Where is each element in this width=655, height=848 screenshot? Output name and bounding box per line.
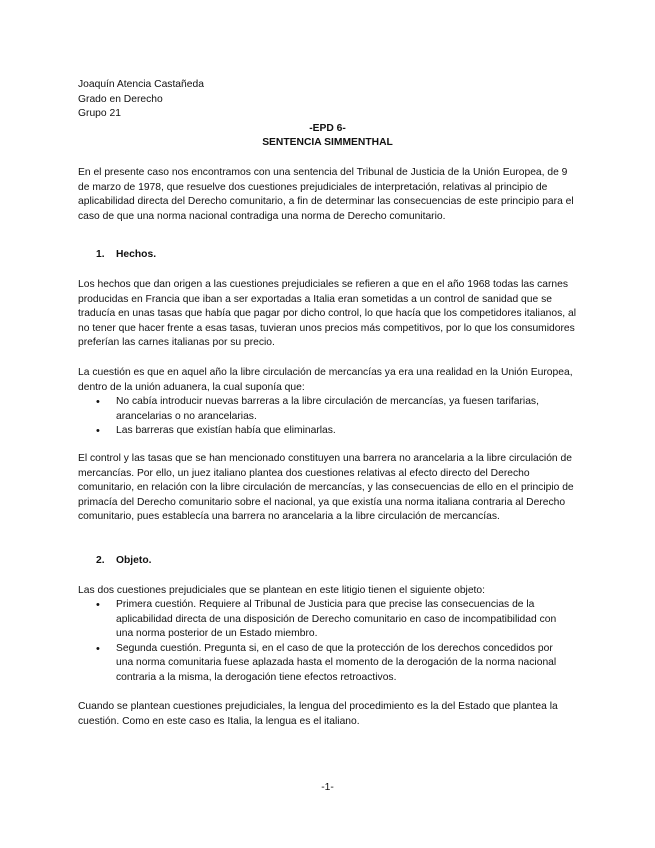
group-name: Grupo 21 — [78, 108, 121, 119]
hechos-paragraph-2: La cuestión es que en aquel año la libre circulación de mercancías ya era una realidad en la Unión Europea, dentro de la unión aduanera, la cual suponía que: — [78, 367, 573, 393]
section-number: 2. — [96, 555, 105, 566]
section-number: 1. — [96, 249, 105, 260]
intro-paragraph: En el presente caso nos encontramos con una sentencia del Tribunal de Justicia de la Unión Europea, de 9 de marzo de 1978, que resuelve dos cuestiones prejudiciales de interpretación, relativas al principio de aplicabilidad directa del Derecho comunitario, a fin de determinar las consecuencias de este principio para el caso de que una norma nacional contradiga una norma de Derecho comunitario. — [78, 167, 574, 222]
hechos-paragraph-3: El control y las tasas que se han mencionado constituyen una barrera no arancelaria a la libre circulación de mercancías. Por ello, un juez italiano plantea dos cuestiones relativas al efecto directo del Derecho comunitario, en relación con la libre circulación de mercancías, y las consecuencias de ello en el principio de primacía del Derecho comunitario sobre el nacional, ya que existía una norma italiana contraria al Derecho comunitario, pues establecía una barrera no arancelaria a la libre circulación de mercancías. — [78, 453, 574, 523]
document-title: SENTENCIA SIMMENTHAL — [262, 137, 393, 148]
document-label: -EPD 6- — [309, 123, 346, 134]
list-item: • No cabía introducir nuevas barreras a la libre circulación de mercancías, ya fuesen tarifarias, arancelarias o no arancelarias. — [96, 395, 566, 424]
section-title: Objeto. — [116, 555, 152, 566]
section-heading-objeto — [96, 555, 151, 566]
objeto-bullet-list — [96, 598, 566, 686]
section-heading-hechos — [96, 249, 156, 260]
objeto-paragraph-1: Las dos cuestiones prejudiciales que se plantean en este litigio tienen el siguiente objeto: — [78, 585, 486, 596]
list-item: • Las barreras que existían había que eliminarlas. — [96, 424, 566, 439]
page-number: -1- — [321, 782, 334, 793]
hechos-paragraph-1: Los hechos que dan origen a las cuestiones prejudiciales se refieren a que en el año 1968 todas las carnes producidas en Francia que iban a ser exportadas a Italia eran sometidas a un control de sanidad que se traducía en unas tasas que había que pagar por dicho control, lo que hacía que los competidores italianos, al no tener que hacer frente a esas tasas, tuvieran unos precios más competitivos, por lo que los consumidores preferían las carnes italianas por su precio. — [78, 279, 577, 349]
degree-name: Grado en Derecho — [78, 94, 163, 105]
list-item: • Segunda cuestión. Pregunta si, en el caso de que la protección de los derechos concedidos por una norma comunitaria fuese aplazada hasta el momento de la derogación de la norma nacional contraria a la misma, la derogación tiene efectos retroactivos. — [96, 642, 566, 686]
section-title: Hechos. — [116, 249, 157, 260]
list-item: • Primera cuestión. Requiere al Tribunal de Justicia para que precise las consecuencias de la aplicabilidad directa de una disposición de Derecho comunitario en caso de incompatibilidad con una norma posterior de un Estado miembro. — [96, 598, 566, 642]
author-name: Joaquín Atencia Castañeda — [78, 79, 204, 90]
objeto-paragraph-2: Cuando se plantean cuestiones prejudiciales, la lengua del procedimiento es la del Estado que plantea la cuestión. Como en este caso es Italia, la lengua es el italiano. — [78, 701, 558, 727]
hechos-bullet-list — [96, 395, 566, 439]
